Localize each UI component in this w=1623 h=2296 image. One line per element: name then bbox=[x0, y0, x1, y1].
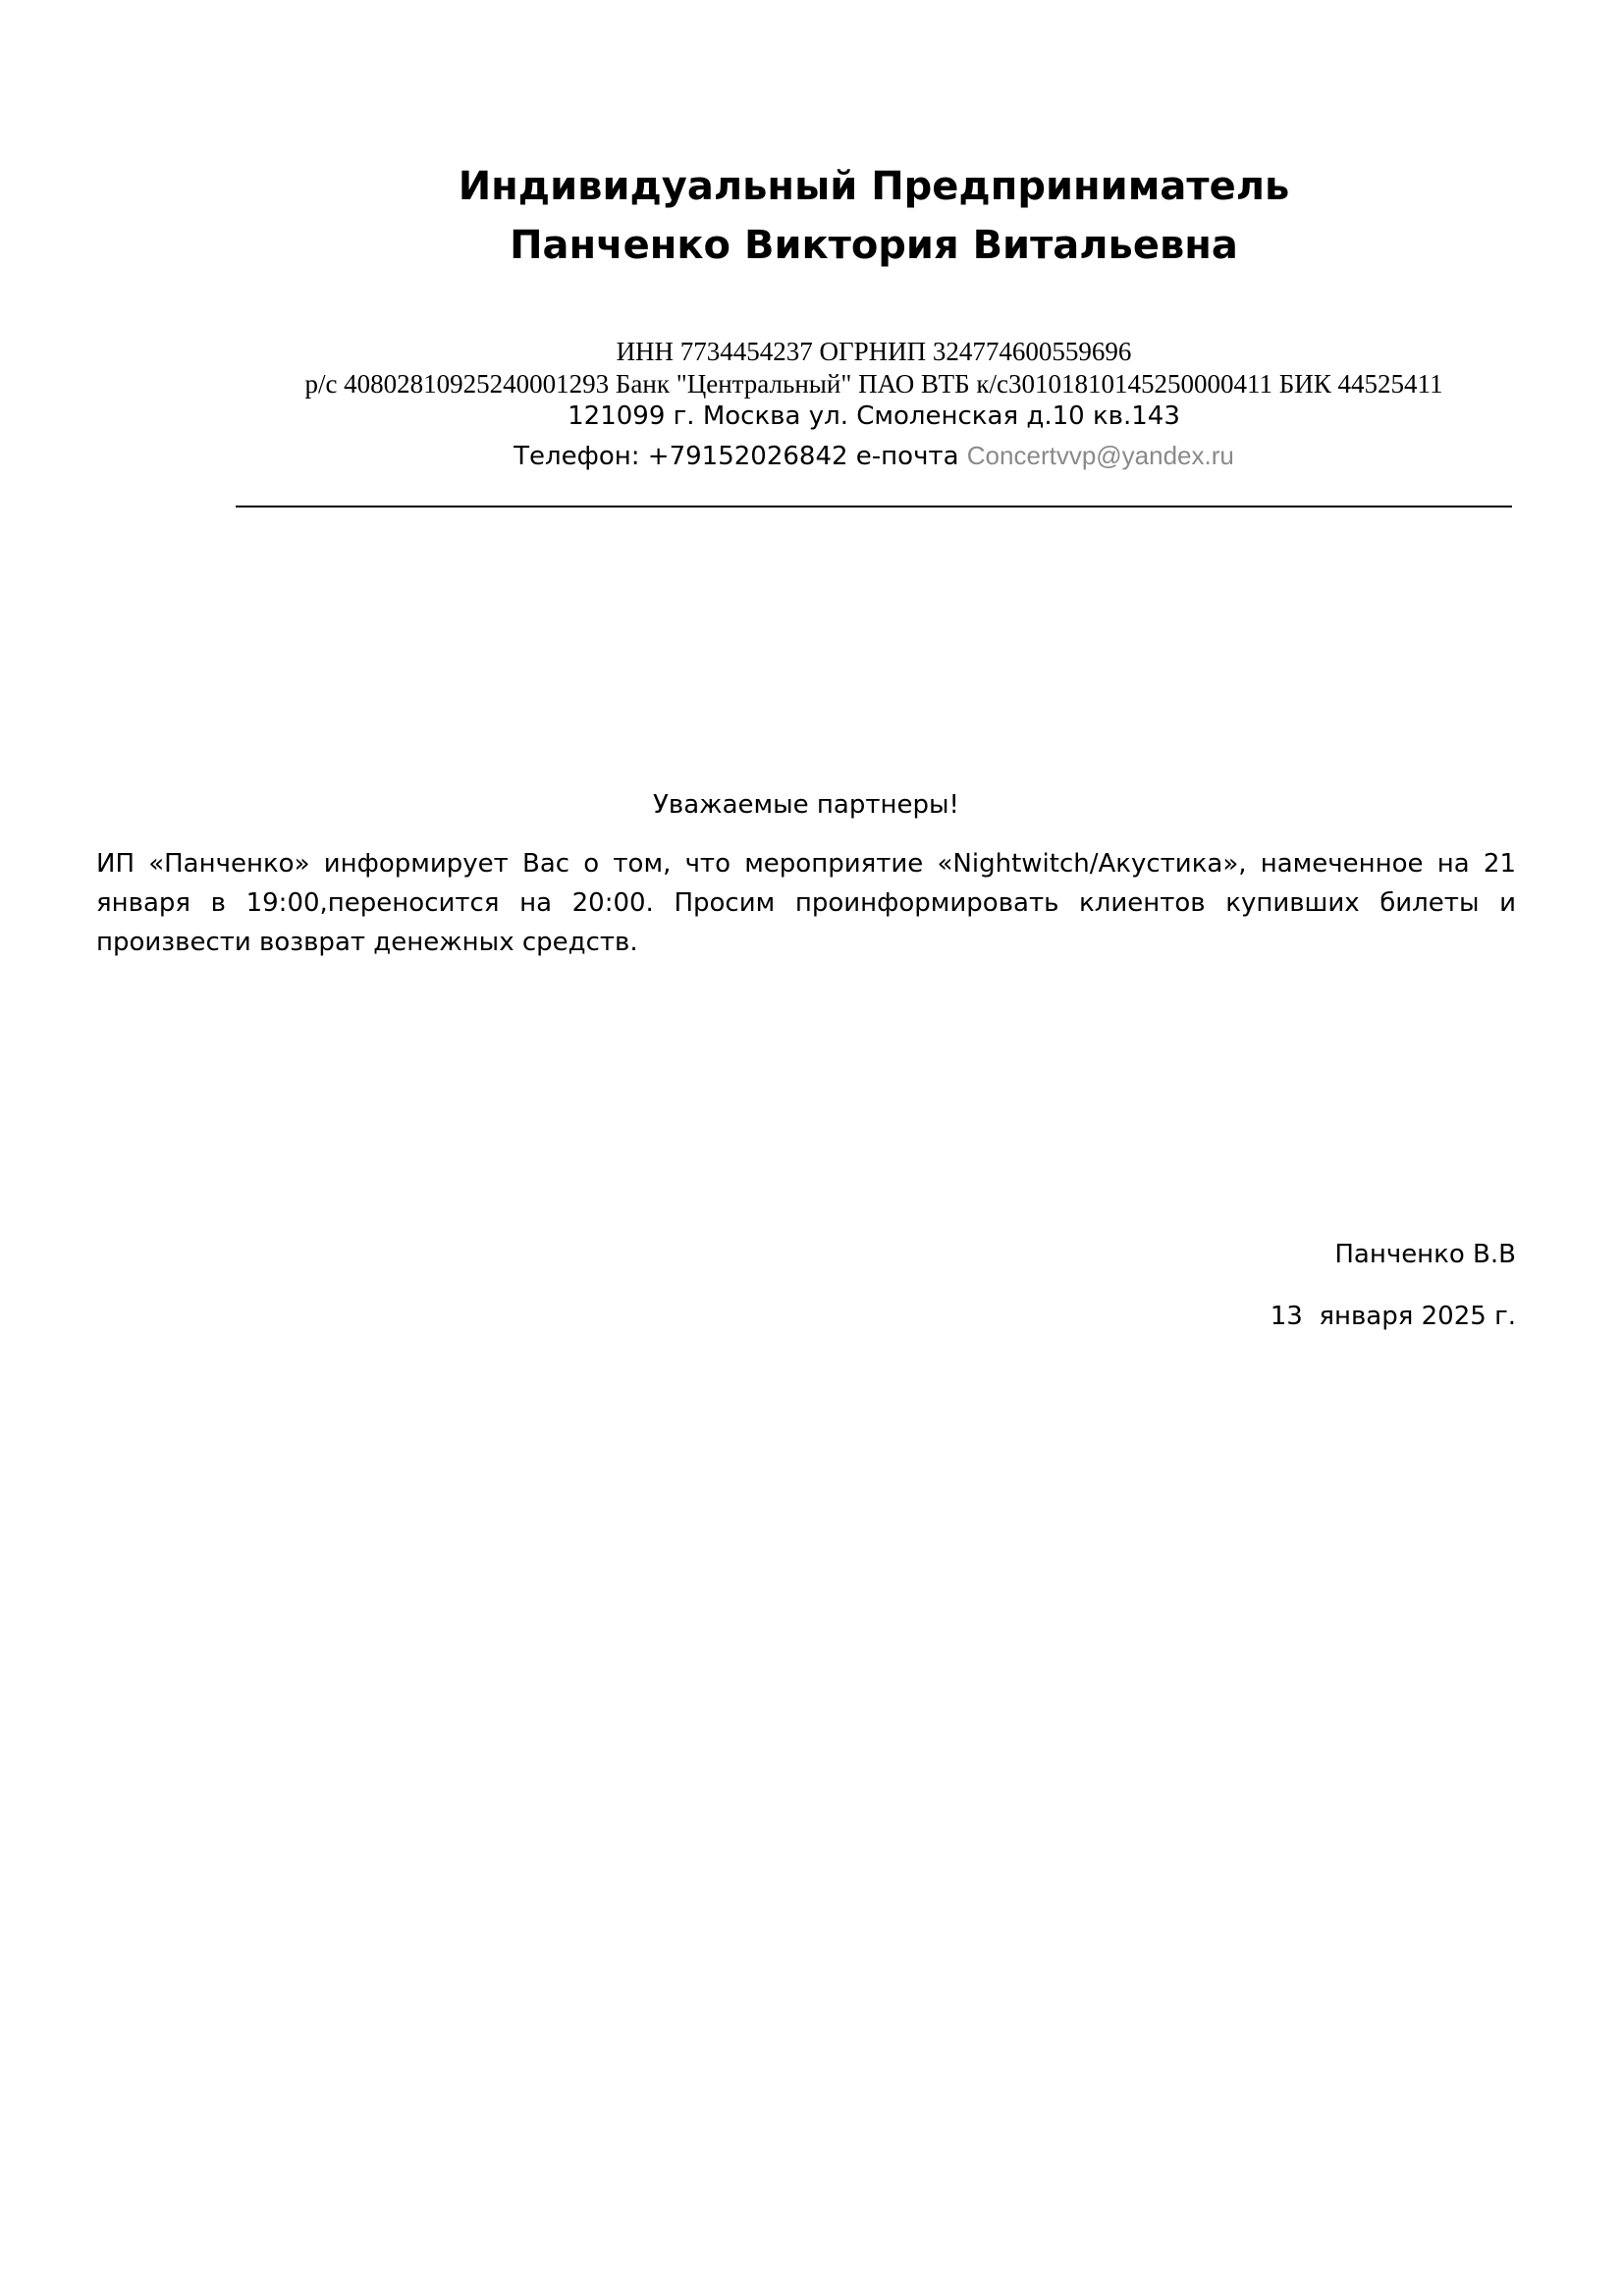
signature-name: Панченко В.В bbox=[1334, 1240, 1516, 1269]
letterhead-title-line1: Индивидуальный Предприниматель bbox=[458, 164, 1290, 209]
address-line: 121099 г. Москва ул. Смоленская д.10 кв.143 bbox=[568, 401, 1180, 431]
letterhead-title-line2: Панченко Виктория Витальевна bbox=[510, 223, 1238, 268]
contacts-line bbox=[236, 440, 1512, 472]
header-divider bbox=[236, 506, 1512, 507]
letter-body: ИП «Панченко» информирует Вас о том, что мероприятие «Nightwitch/Акустика», намеченное на 21 января в 19:00,переносится на 20:00. Просим проинформировать клиентов купивших билеты и произвести возврат денежных средств. bbox=[96, 849, 1516, 957]
contacts-phone: Телефон: +79152026842 е-почта bbox=[514, 442, 967, 471]
email-address[interactable]: Concertvvp@yandex.ru bbox=[966, 441, 1234, 470]
letter-greeting: Уважаемые партнеры! bbox=[653, 790, 959, 820]
signature-date: 13 января 2025 г. bbox=[1270, 1302, 1516, 1331]
requisites-line2: р/с 40802810925240001293 Банк "Центральный" ПАО ВТБ к/с30101810145250000411 БИК 44525411 bbox=[304, 369, 1443, 399]
requisites-line1: ИНН 7734454237 ОГРНИП 324774600559696 bbox=[616, 337, 1132, 366]
